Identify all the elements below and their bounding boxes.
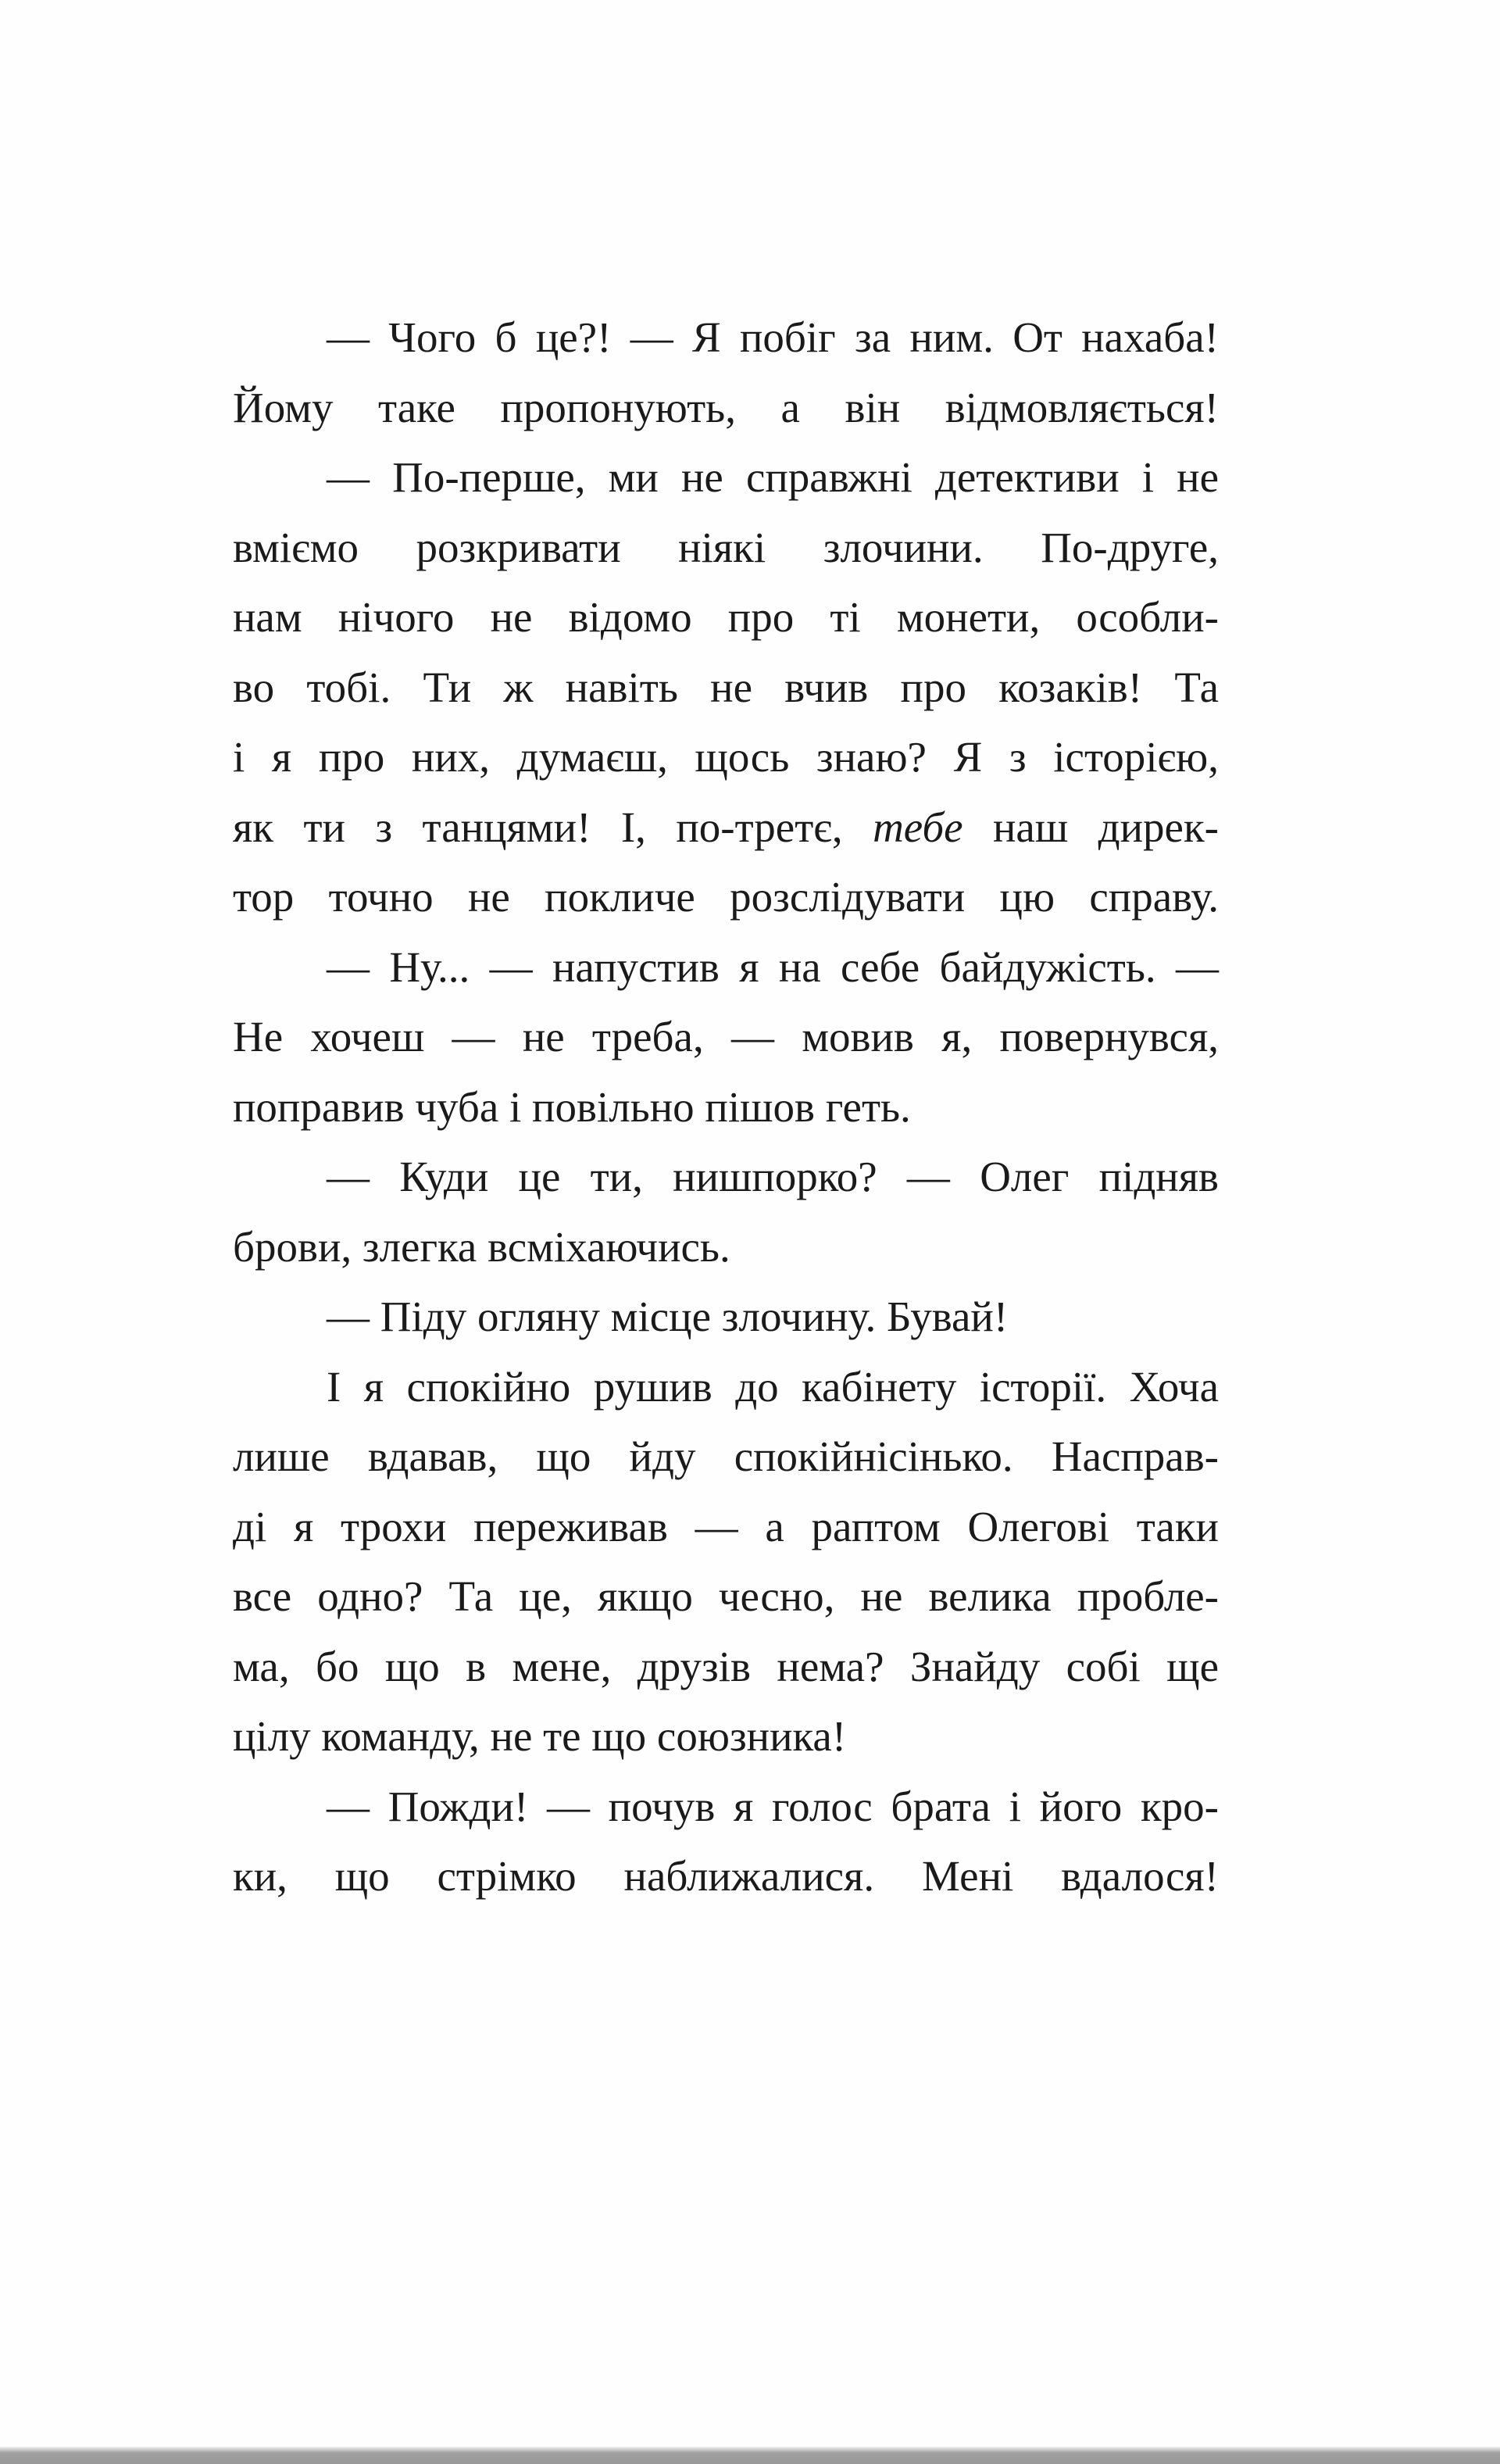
text-line: — Піду огляну місце злочину. Бувай!: [327, 1293, 1009, 1340]
text-segment: наш дирек-: [962, 803, 1219, 851]
text-segment: як ти з танцями! І, по-третє,: [233, 803, 873, 851]
text-line: ки, що стрімко наближалися. Мені вдалося!: [233, 1852, 1219, 1900]
text-line: все одно? Та це, якщо чесно, не велика пробле-: [233, 1572, 1219, 1620]
text-line: І я спокійно рушив до кабінету історії. Хоча: [327, 1362, 1219, 1411]
text-line: і я про них, думаєш, щось знаю? Я з історією,: [233, 733, 1219, 781]
text-line: цілу команду, не те що союзника!: [233, 1712, 847, 1760]
text-line: тор точно не покличе розслідувати цю справу.: [233, 873, 1219, 921]
text-line: ма, бо що в мене, друзів нема? Знайду собі ще: [233, 1642, 1219, 1690]
text-line: вміємо розкривати ніякі злочини. По-друге,: [233, 523, 1219, 571]
book-page-text: [233, 302, 1219, 1911]
text-line: Йому таке пропонують, а він відмовляється!: [233, 383, 1219, 431]
text-line: брови, злегка всміхаючись.: [233, 1222, 730, 1271]
text-line: — Чого б це?! — Я побіг за ним. От нахаба!: [327, 313, 1219, 361]
text-line: во тобі. Ти ж навіть не вчив про козаків! Та: [233, 663, 1219, 711]
text-line: поправив чуба і повільно пішов геть.: [233, 1082, 911, 1131]
text-line: — Ну... — напустив я на себе байдужість. —: [327, 942, 1219, 991]
text-line: нам нічого не відомо про ті монети, особли-: [233, 593, 1219, 641]
text-line: ді я трохи переживав — а раптом Олегові таки: [233, 1502, 1219, 1550]
italic-word: тебе: [873, 803, 963, 851]
text-line: — Куди це ти, нишпорко? — Олег підняв: [327, 1153, 1219, 1200]
text-line: Не хочеш — не треба, — мовив я, повернувся,: [233, 1013, 1219, 1060]
text-line: — По-перше, ми не справжні детективи і не: [327, 453, 1219, 501]
bottom-scroll-edge: [0, 2447, 1500, 2464]
text-line: лише вдавав, що йду спокійнісінько. Насправ-: [233, 1432, 1219, 1480]
text-line: [233, 792, 1219, 863]
text-line: — Пожди! — почув я голос брата і його кро-: [327, 1782, 1219, 1830]
